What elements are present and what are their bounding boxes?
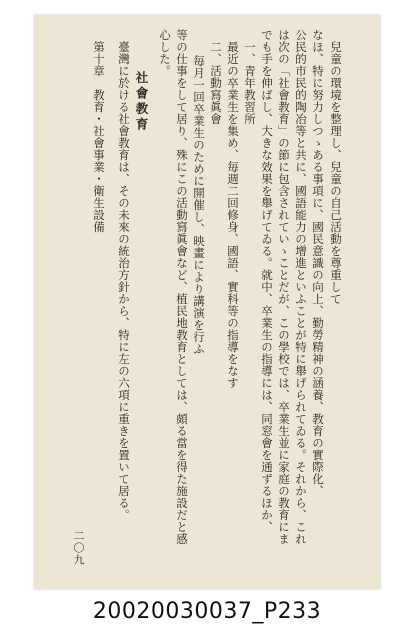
text-column: 最近の卒業生を集め、毎週二回修身、國語、實科等の指導をなす <box>226 41 240 389</box>
text-column: 第十章 教育・社會事業・衛生設備 <box>92 41 106 233</box>
text-column: でも手を伸ばし、大きな效果を舉げてゐる。就中、卒業生の指導には、同窓會を通ずるほか、 <box>260 29 274 533</box>
image-id-caption: 20020030037_P233 <box>92 599 322 624</box>
text-column: 公民的市民的陶冶等と共に、國語能力の增進といふことが特に舉げられてゐる。それから、これ <box>294 29 308 545</box>
text-column: は次の「社會教育」の節に包含されていゝことだが、この學校では、卒業生並に家庭の教育にま <box>277 29 291 545</box>
text-column: 毎月一回卒業生のために開催し、映畫により講演を行ふ <box>192 55 206 355</box>
document-page <box>34 15 380 589</box>
text-column: 二、活動寫眞會 <box>209 41 223 125</box>
text-column: 臺灣に於ける社會教育は、その未來の統治方針から、特に左の六項に重きを置いて居る。 <box>117 41 131 521</box>
text-column: 等の仕事をして居り、殊にこの活動寫眞會など、植民地教育としては、頗る當を得た施設だと感 <box>175 29 189 545</box>
text-column: 一、青年教習所 <box>243 41 257 125</box>
text-column: 心した。 <box>158 29 172 77</box>
section-heading: 社會教育 <box>134 71 149 133</box>
text-column: なほ、特に努力しつゝある事項に、國民意識の向上、勤勞精神の涵養、教育の實際化、 <box>311 29 325 497</box>
text-column: 兒童の環境を整理し、兒童の自己活動を尊重して <box>329 41 343 305</box>
page-number: 二〇九 <box>72 530 85 566</box>
